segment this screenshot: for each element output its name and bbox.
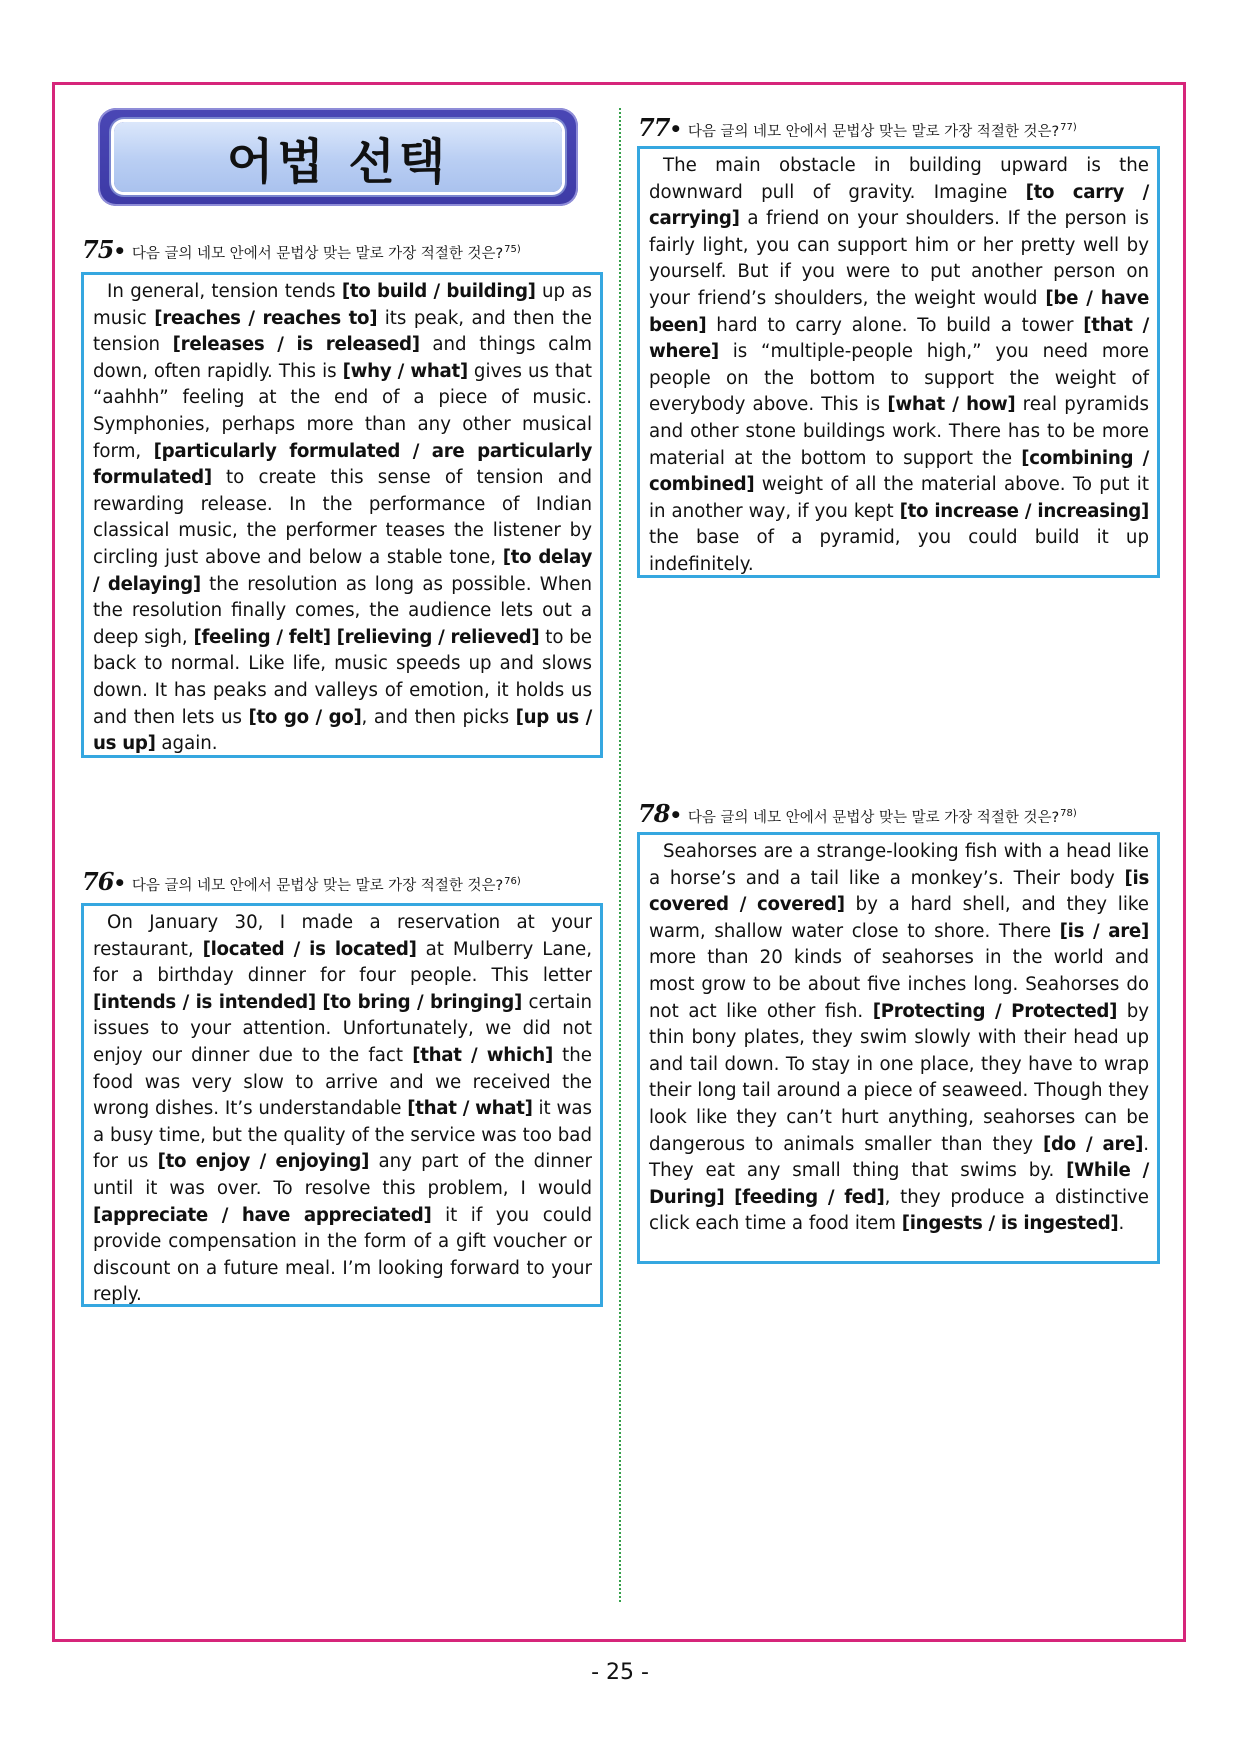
passage-text: it was a busy time, but the quality of the service was too bad for us xyxy=(93,1098,593,1173)
passage-text: the food was very slow to arrive and we received the wrong dishes. It’s understandable xyxy=(93,1044,592,1120)
section-title: 어법 선택 xyxy=(226,133,450,190)
question-number: 78• xyxy=(638,799,682,828)
passage-text: more than 20 kinds of seahorses in the world and most grow to be about five inches long. Seahorses do not act like other fish. xyxy=(649,947,1149,1022)
grammar-choice: [to carry / carrying] xyxy=(649,181,1149,230)
question-number: 75• xyxy=(82,235,126,264)
passage-text: to be back to normal. Like life, music speeds up and slows down. It has peaks and valleys of emotion, it holds us and then lets us xyxy=(93,626,592,728)
grammar-choice: [releases / is released] xyxy=(172,334,420,356)
grammar-choice: [to build / building] xyxy=(341,281,536,302)
grammar-choice: [Protecting / Protected] xyxy=(872,1000,1118,1022)
grammar-choice: [be / have been] xyxy=(649,287,1150,336)
passage-text: the resolution as long as possible. When the resolution finally comes, the audience lets out a deep sigh, xyxy=(93,573,592,648)
grammar-choice: [is covered / covered] xyxy=(649,867,1149,916)
column-divider xyxy=(619,108,621,1602)
grammar-choice: [combining / combined] xyxy=(649,447,1149,496)
grammar-choice: [ingests / is ingested] xyxy=(901,1213,1119,1235)
grammar-choice: [to bring / bringing] xyxy=(322,991,523,1013)
grammar-choice: [to enjoy / enjoying] xyxy=(157,1151,370,1173)
question-number: 76• xyxy=(82,867,126,896)
grammar-choice: [to go / go] xyxy=(248,706,362,728)
passage-text: On January 30, I made a reservation at your restaurant, xyxy=(93,912,592,960)
grammar-choice: [appreciate / have appreciated] xyxy=(93,1204,432,1226)
grammar-choice: [that / where] xyxy=(649,314,1149,363)
passage-text: it if you could provide compensation in the form of a gift voucher or discount on a future meal. I’m looking forward to your reply. xyxy=(93,1204,592,1306)
passage-text: a friend on your shoulders. If the person is fairly light, you can support him or her pretty well by yourself. But if you were to put another person on your friend’s shoulders, the weight would xyxy=(649,208,1149,309)
grammar-choice: [that / what] xyxy=(407,1098,533,1120)
passage-text: and things calm down, often rapidly. This is xyxy=(93,334,592,382)
question-prompt: 다음 글의 네모 안에서 문법상 맞는 말로 가장 적절한 것은? xyxy=(131,878,504,894)
grammar-choice: [located / is located] xyxy=(202,938,417,960)
grammar-choice: [is / are] xyxy=(1059,920,1149,942)
passage-76 xyxy=(81,903,603,1307)
grammar-choice: [particularly formulated / are particularly formulated] xyxy=(93,440,593,489)
grammar-choice: [relieving / relieved] xyxy=(336,626,540,648)
passage-text: . xyxy=(1118,1213,1125,1235)
passage-text: up as music xyxy=(93,281,592,329)
passage-text: by a hard shell, and they like warm, shallow water close to shore. There xyxy=(649,894,1149,942)
grammar-choice: [why / what] xyxy=(342,360,468,382)
question-prompt: 다음 글의 네모 안에서 문법상 맞는 말로 가장 적절한 것은? xyxy=(131,246,504,262)
passage-text: the base of a pyramid, you could build it up indefinitely. xyxy=(649,527,1149,575)
passage-text: its peak, and then the tension xyxy=(93,307,592,356)
grammar-choice: [that / which] xyxy=(412,1044,553,1066)
grammar-choice: [to increase / increasing] xyxy=(899,500,1149,522)
passage-text: certain issues to your attention. Unfortunately, we did not enjoy our dinner due to the fact xyxy=(93,991,592,1066)
passage-text: again. xyxy=(155,733,218,755)
passage-text: weight of all the material above. To put it in another way, if you kept xyxy=(649,474,1149,522)
passage-text xyxy=(724,1187,734,1208)
passage-text: real pyramids and other stone buildings work. There has to be more material at the bottom to support the xyxy=(649,394,1150,469)
passage-text: . They eat any small thing that swims by. xyxy=(649,1133,1149,1182)
grammar-choice: [intends / is intended] xyxy=(93,991,316,1013)
question-75-header xyxy=(82,235,521,264)
page-number: - 25 - xyxy=(591,1660,649,1685)
passage-text: gives us that “aahhh” feeling at the end of a piece of music. Symphonies, perhaps more than any other musical form, xyxy=(93,360,592,462)
passage-text: In general, tension tends xyxy=(107,281,342,302)
title-banner-inner xyxy=(114,122,562,192)
question-prompt: 다음 글의 네모 안에서 문법상 맞는 말로 가장 적절한 것은? xyxy=(687,124,1060,140)
grammar-choice: [what / how] xyxy=(887,394,1016,416)
passage-text: any part of the dinner until it was over. To resolve this problem, I would xyxy=(93,1151,593,1199)
passage-text: at Mulberry Lane, for a birthday dinner for four people. This letter xyxy=(93,938,592,987)
footnote-ref: 76) xyxy=(504,876,521,888)
passage-text: by thin bony plates, they swim slowly with their head up and tail down. To stay in one place, they have to wrap their long tail around a piece of seaweed. Though they look like they can’t hurt anything, seahorses can be dangerous to animals smaller than they xyxy=(649,1000,1150,1155)
question-number: 77• xyxy=(638,113,682,142)
passage-78 xyxy=(637,832,1160,1264)
question-76-header xyxy=(82,867,521,896)
grammar-choice: [feeling / felt] xyxy=(193,626,331,648)
grammar-choice: [up us / us up] xyxy=(93,706,592,755)
passage-text: Seahorses are a strange-looking fish with a head like a horse’s and a tail like a monkey’s. Their body xyxy=(649,841,1149,889)
question-78-header xyxy=(638,799,1077,828)
passage-77 xyxy=(637,146,1160,578)
grammar-choice: [do / are] xyxy=(1042,1133,1144,1155)
footnote-ref: 75) xyxy=(504,244,521,256)
grammar-choice: [feeding / fed] xyxy=(734,1186,885,1208)
question-77-header xyxy=(638,113,1077,142)
passage-text: The main obstacle in building upward is the downward pull of gravity. Imagine xyxy=(649,155,1149,203)
grammar-choice: [to delay / delaying] xyxy=(93,546,592,595)
passage-75 xyxy=(81,272,603,758)
footnote-ref: 78) xyxy=(1060,808,1077,820)
footnote-ref: 77) xyxy=(1060,122,1077,134)
grammar-choice: [reaches / reaches to] xyxy=(154,307,378,329)
grammar-choice: [While / During] xyxy=(649,1160,1150,1208)
passage-text: to create this sense of tension and rewarding release. In the performance of Indian classical music, the performer teases the listener by circling just above and below a stable tone, xyxy=(93,467,592,568)
passage-text: hard to carry alone. To build a tower xyxy=(706,314,1084,336)
question-prompt: 다음 글의 네모 안에서 문법상 맞는 말로 가장 적절한 것은? xyxy=(687,810,1060,826)
passage-text: is “multiple-people high,” you need more people on the bottom to support the weight of everybody above. This is xyxy=(649,341,1149,416)
passage-text: , they produce a distinctive click each time a food item xyxy=(649,1186,1149,1235)
passage-text: , and then picks xyxy=(361,706,516,728)
title-banner xyxy=(98,108,578,206)
